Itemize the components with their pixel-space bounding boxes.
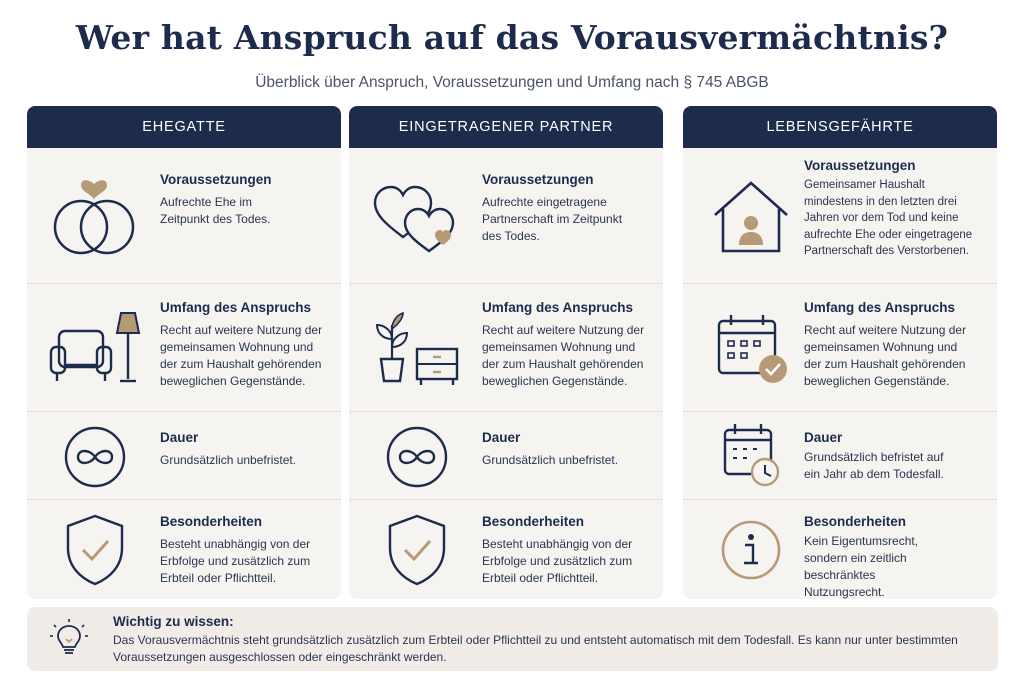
house-person-icon xyxy=(701,166,801,266)
row-heading: Voraussetzungen xyxy=(804,158,916,173)
row-body: Besteht unabhängig von der Erbfolge und zusätzlich zum Erbteil oder Pflichtteil. xyxy=(160,537,311,585)
column-header: EHEGATTE xyxy=(27,106,341,148)
armchair-lamp-icon xyxy=(45,298,145,398)
row-heading: Dauer xyxy=(482,430,521,445)
row-umfang xyxy=(683,283,997,411)
row-voraussetzungen xyxy=(349,148,663,283)
infinity-icon xyxy=(367,422,467,492)
row-body: Recht auf weitere Nutzung der gemeinsamen Wohnung und der zum Haushalt gehörenden beweglichen Gegenstände. xyxy=(804,323,967,388)
calendar-clock-icon xyxy=(701,418,801,494)
row-dauer xyxy=(683,411,997,499)
row-voraussetzungen xyxy=(683,148,997,283)
row-umfang xyxy=(349,283,663,411)
row-body: Grundsätzlich unbefristet. xyxy=(482,453,619,467)
note-body: Das Vorausvermächtnis steht grundsätzlich zusätzlich zum Erbteil oder Pflichtteil zu und entsteht automatisch mit dem Todesfall. Es kann nur unter bestimmten Voraussetzungen ausgeschlossen oder eingeschränkt werden. xyxy=(113,633,958,664)
row-umfang xyxy=(27,283,341,411)
row-body: Besteht unabhängig von der Erbfolge und zusätzlich zum Erbteil oder Pflichtteil. xyxy=(482,537,633,585)
column-lebensgefaehrte xyxy=(683,106,997,599)
row-heading: Umfang des Anspruchs xyxy=(160,300,312,315)
row-body: Aufrechte Ehe im Zeitpunkt des Todes. xyxy=(160,195,271,226)
row-body: Kein Eigentumsrecht, sondern ein zeitlich beschränktes Nutzungsrecht. xyxy=(804,534,919,599)
row-heading: Besonderheiten xyxy=(482,514,585,529)
row-besonderheiten xyxy=(349,499,663,599)
important-note-box xyxy=(27,607,998,671)
two-hearts-icon xyxy=(367,166,467,266)
shield-check-icon xyxy=(367,512,467,588)
row-heading: Dauer xyxy=(804,430,843,445)
row-heading: Umfang des Anspruchs xyxy=(804,300,956,315)
calendar-check-icon xyxy=(701,298,801,398)
column-eingetragener-partner xyxy=(349,106,663,599)
infinity-icon xyxy=(45,422,145,492)
row-body: Recht auf weitere Nutzung der gemeinsamen Wohnung und der zum Haushalt gehörenden beweglichen Gegenstände. xyxy=(482,323,645,388)
page-title: Wer hat Anspruch auf das Vorausvermächtnis? xyxy=(75,18,949,57)
row-dauer xyxy=(27,411,341,499)
column-ehegatte xyxy=(27,106,341,599)
row-body: Aufrechte eingetragene Partnerschaft im Zeitpunkt des Todes. xyxy=(482,195,623,243)
row-body: Gemeinsamer Haushalt mindestens in den letzten drei Jahren vor dem Tod und keine aufrechte Ehe oder eingetragene Partnerschaft des Verstorbenen. xyxy=(804,179,973,257)
row-heading: Besonderheiten xyxy=(804,514,907,529)
note-heading: Wichtig zu wissen: xyxy=(113,614,234,629)
row-heading: Umfang des Anspruchs xyxy=(482,300,634,315)
row-body: Recht auf weitere Nutzung der gemeinsamen Wohnung und der zum Haushalt gehörenden beweglichen Gegenstände. xyxy=(160,323,323,388)
row-heading: Voraussetzungen xyxy=(160,172,272,187)
page-subtitle: Überblick über Anspruch, Voraussetzungen und Umfang nach § 745 ABGB xyxy=(255,74,769,91)
info-icon xyxy=(701,512,801,588)
row-heading: Dauer xyxy=(160,430,199,445)
row-heading: Voraussetzungen xyxy=(482,172,594,187)
column-header: LEBENSGEFÄHRTE xyxy=(683,106,997,148)
row-body: Grundsätzlich unbefristet. xyxy=(160,453,297,467)
row-body: Grundsätzlich befristet auf ein Jahr ab dem Todesfall. xyxy=(804,450,944,481)
shield-check-icon xyxy=(45,512,145,588)
row-besonderheiten xyxy=(27,499,341,599)
row-heading: Besonderheiten xyxy=(160,514,263,529)
wedding-rings-icon xyxy=(45,166,145,266)
lightbulb-icon xyxy=(49,619,89,664)
plant-nightstand-icon xyxy=(367,298,467,398)
row-dauer xyxy=(349,411,663,499)
row-voraussetzungen xyxy=(27,148,341,283)
row-besonderheiten xyxy=(683,499,997,599)
column-header: EINGETRAGENER PARTNER xyxy=(349,106,663,148)
